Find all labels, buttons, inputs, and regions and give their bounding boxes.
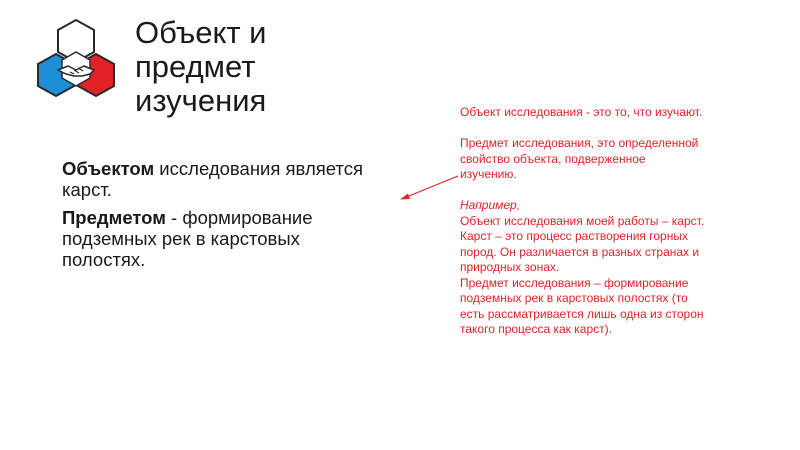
subject-definition: - формирование подземных рек в карстовых полостях. [62,207,313,270]
note-line: свойство объекта, подверженное [460,151,646,166]
note-example-label: Например, [460,198,521,212]
note-line: Карст – это процесс растворения горных [460,229,688,243]
main-content [62,158,382,277]
note-line: пород. Он различается в разных странах и [460,244,700,259]
note-line: такого процесса как карст). [460,322,612,336]
object-definition: исследования является карст. [62,158,363,200]
subject-term: Предметом [62,207,166,228]
slide-title: Объект и предмет изучения [135,15,267,118]
note-line: Объект исследования - это то, что изучают. [460,105,703,119]
handshake-hexagon-logo [34,18,118,102]
annotation-note [460,105,770,338]
note-line: изучению. [460,167,517,181]
note-line: Предмет исследования – формирование [460,275,689,290]
note-line: есть рассматривается лишь одна из сторон [460,306,704,321]
object-paragraph [62,158,382,200]
object-term: Объектом [62,158,155,179]
note-line: Объект исследования моей работы – карст. [460,213,705,228]
note-line: природных зонах. [460,260,560,274]
subject-paragraph [62,207,382,270]
note-line: Предмет исследования, это определенной [460,136,699,150]
note-line: подземных рек в карстовых полостях (то [460,291,688,305]
